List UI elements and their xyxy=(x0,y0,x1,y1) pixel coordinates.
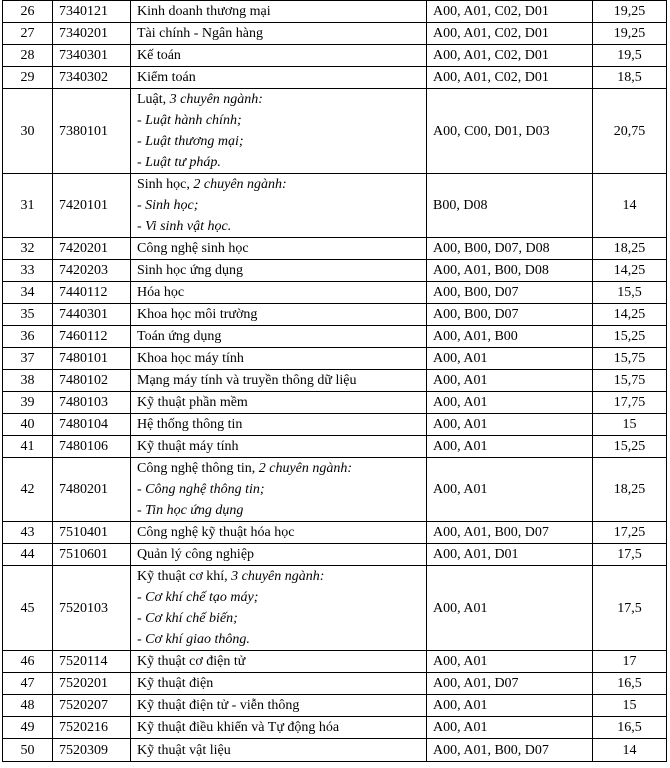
major-code-cell: 7440301 xyxy=(53,304,131,326)
benchmark-score-cell: 17,5 xyxy=(593,566,667,651)
row-number-cell: 48 xyxy=(3,695,53,717)
row-number-cell: 39 xyxy=(3,392,53,414)
table-row xyxy=(3,282,667,304)
row-number-cell: 47 xyxy=(3,673,53,695)
row-number-cell: 38 xyxy=(3,370,53,392)
major-code-cell: 7420203 xyxy=(53,260,131,282)
major-title xyxy=(137,566,420,587)
admissions-score-table xyxy=(2,0,667,762)
subject-combinations-cell: A00, A01 xyxy=(427,695,593,717)
subject-combinations-cell: A00, A01 xyxy=(427,458,593,522)
major-code-cell: 7340302 xyxy=(53,67,131,89)
major-name-cell: Mạng máy tính và truyền thông dữ liệu xyxy=(131,370,427,392)
benchmark-score-cell: 14,25 xyxy=(593,260,667,282)
major-name: Kỹ thuật cơ khí, xyxy=(137,569,228,584)
specialization-item: - Luật thương mại; xyxy=(137,134,244,149)
major-name-cell xyxy=(131,566,427,651)
major-name-cell: Khoa học môi trường xyxy=(131,304,427,326)
benchmark-score-cell: 18,5 xyxy=(593,67,667,89)
subject-combinations-cell: B00, D08 xyxy=(427,174,593,238)
table-row xyxy=(3,695,667,717)
subject-combinations-cell: A00, B00, D07, D08 xyxy=(427,238,593,260)
table-row xyxy=(3,522,667,544)
row-number-cell: 28 xyxy=(3,45,53,67)
benchmark-score-cell: 18,25 xyxy=(593,238,667,260)
benchmark-score-cell: 19,25 xyxy=(593,23,667,45)
major-name-cell: Kỹ thuật vật liệu xyxy=(131,739,427,762)
table-row xyxy=(3,1,667,23)
benchmark-score-cell: 15,75 xyxy=(593,348,667,370)
row-number-cell: 41 xyxy=(3,436,53,458)
table-row xyxy=(3,739,667,762)
major-name-cell: Quản lý công nghiệp xyxy=(131,544,427,566)
major-name-cell: Tài chính - Ngân hàng xyxy=(131,23,427,45)
subject-combinations-cell: A00, A01, B00, D07 xyxy=(427,739,593,762)
benchmark-score-cell: 17,75 xyxy=(593,392,667,414)
specialization-count-note: 3 chuyên ngành: xyxy=(166,92,263,107)
row-number-cell: 45 xyxy=(3,566,53,651)
benchmark-score-cell: 15,5 xyxy=(593,282,667,304)
benchmark-score-cell: 16,5 xyxy=(593,673,667,695)
specialization-count-note: 3 chuyên ngành: xyxy=(227,569,325,584)
table-row xyxy=(3,326,667,348)
major-code-cell: 7380101 xyxy=(53,89,131,174)
major-code-cell: 7340301 xyxy=(53,45,131,67)
subject-combinations-cell: A00, A01, C02, D01 xyxy=(427,23,593,45)
major-code-cell: 7420101 xyxy=(53,174,131,238)
major-code-cell: 7520309 xyxy=(53,739,131,762)
specialization-item: - Cơ khí chế tạo máy; xyxy=(137,590,259,605)
benchmark-score-cell: 15,25 xyxy=(593,326,667,348)
row-number-cell: 49 xyxy=(3,717,53,739)
benchmark-score-cell: 17,25 xyxy=(593,522,667,544)
specialization-item: - Vi sinh vật học. xyxy=(137,219,232,234)
table-row xyxy=(3,392,667,414)
row-number-cell: 44 xyxy=(3,544,53,566)
major-code-cell: 7480201 xyxy=(53,458,131,522)
major-code-cell: 7460112 xyxy=(53,326,131,348)
major-code-cell: 7480103 xyxy=(53,392,131,414)
row-number-cell: 27 xyxy=(3,23,53,45)
table-row xyxy=(3,458,667,522)
major-name-cell xyxy=(131,89,427,174)
subject-combinations-cell: A00, A01, B00, D07 xyxy=(427,522,593,544)
row-number-cell: 35 xyxy=(3,304,53,326)
major-code-cell: 7520114 xyxy=(53,651,131,673)
row-number-cell: 46 xyxy=(3,651,53,673)
row-number-cell: 42 xyxy=(3,458,53,522)
subject-combinations-cell: A00, A01 xyxy=(427,566,593,651)
major-name: Luật, xyxy=(137,92,167,107)
major-name-cell: Kiểm toán xyxy=(131,67,427,89)
major-name-cell: Công nghệ kỹ thuật hóa học xyxy=(131,522,427,544)
subject-combinations-cell: A00, A01, C02, D01 xyxy=(427,45,593,67)
row-number-cell: 32 xyxy=(3,238,53,260)
row-number-cell: 30 xyxy=(3,89,53,174)
row-number-cell: 40 xyxy=(3,414,53,436)
benchmark-score-cell: 15,25 xyxy=(593,436,667,458)
specialization-item: - Cơ khí chế biến; xyxy=(137,611,238,626)
row-number-cell: 29 xyxy=(3,67,53,89)
major-code-cell: 7520216 xyxy=(53,717,131,739)
subject-combinations-cell: A00, C00, D01, D03 xyxy=(427,89,593,174)
major-name: Công nghệ thông tin, xyxy=(137,461,256,476)
subject-combinations-cell: A00, A01, C02, D01 xyxy=(427,1,593,23)
major-code-cell: 7520207 xyxy=(53,695,131,717)
major-title xyxy=(137,89,420,110)
row-number-cell: 34 xyxy=(3,282,53,304)
major-code-cell: 7340121 xyxy=(53,1,131,23)
major-name-cell: Hóa học xyxy=(131,282,427,304)
subject-combinations-cell: A00, A01, C02, D01 xyxy=(427,67,593,89)
benchmark-score-cell: 17 xyxy=(593,651,667,673)
major-code-cell: 7340201 xyxy=(53,23,131,45)
specialization-count-note: 2 chuyên ngành: xyxy=(189,177,287,192)
subject-combinations-cell: A00, B00, D07 xyxy=(427,304,593,326)
specialization-item: - Sinh học; xyxy=(137,198,199,213)
subject-combinations-cell: A00, A01, B00, D08 xyxy=(427,260,593,282)
major-name-cell: Kỹ thuật điện xyxy=(131,673,427,695)
subject-combinations-cell: A00, A01 xyxy=(427,392,593,414)
major-code-cell: 7480106 xyxy=(53,436,131,458)
table-row xyxy=(3,67,667,89)
major-title xyxy=(137,458,420,479)
major-name-cell: Kỹ thuật điện tử - viễn thông xyxy=(131,695,427,717)
table-row xyxy=(3,673,667,695)
major-name-cell: Kế toán xyxy=(131,45,427,67)
benchmark-score-cell: 15,75 xyxy=(593,370,667,392)
major-name-cell: Kỹ thuật máy tính xyxy=(131,436,427,458)
major-name-cell: Công nghệ sinh học xyxy=(131,238,427,260)
table-row xyxy=(3,414,667,436)
major-name-cell: Khoa học máy tính xyxy=(131,348,427,370)
subject-combinations-cell: A00, A01 xyxy=(427,651,593,673)
benchmark-score-cell: 14,25 xyxy=(593,304,667,326)
table-row xyxy=(3,566,667,651)
benchmark-score-cell: 17,5 xyxy=(593,544,667,566)
benchmark-score-cell: 20,75 xyxy=(593,89,667,174)
specialization-item: - Luật hành chính; xyxy=(137,113,242,128)
specialization-count-note: 2 chuyên ngành: xyxy=(255,461,353,476)
table-row xyxy=(3,260,667,282)
major-code-cell: 7480104 xyxy=(53,414,131,436)
subject-combinations-cell: A00, B00, D07 xyxy=(427,282,593,304)
specialization-item: - Công nghệ thông tin; xyxy=(137,482,265,497)
table-row xyxy=(3,717,667,739)
table-row xyxy=(3,370,667,392)
benchmark-score-cell: 18,25 xyxy=(593,458,667,522)
major-code-cell: 7480101 xyxy=(53,348,131,370)
major-title xyxy=(137,174,420,195)
major-name-cell: Kỹ thuật phần mềm xyxy=(131,392,427,414)
table-row xyxy=(3,304,667,326)
specialization-item: - Luật tư pháp. xyxy=(137,155,221,170)
subject-combinations-cell: A00, A01 xyxy=(427,414,593,436)
row-number-cell: 50 xyxy=(3,739,53,762)
subject-combinations-cell: A00, A01 xyxy=(427,436,593,458)
table-row xyxy=(3,23,667,45)
major-name-cell: Sinh học ứng dụng xyxy=(131,260,427,282)
benchmark-score-cell: 15 xyxy=(593,695,667,717)
subject-combinations-cell: A00, A01, D01 xyxy=(427,544,593,566)
major-code-cell: 7440112 xyxy=(53,282,131,304)
subject-combinations-cell: A00, A01 xyxy=(427,348,593,370)
row-number-cell: 31 xyxy=(3,174,53,238)
major-name-cell: Kỹ thuật cơ điện tử xyxy=(131,651,427,673)
row-number-cell: 37 xyxy=(3,348,53,370)
subject-combinations-cell: A00, A01 xyxy=(427,717,593,739)
major-name-cell: Hệ thống thông tin xyxy=(131,414,427,436)
subject-combinations-cell: A00, A01, D07 xyxy=(427,673,593,695)
table-row xyxy=(3,238,667,260)
table-row xyxy=(3,651,667,673)
table-row xyxy=(3,89,667,174)
table-row xyxy=(3,348,667,370)
benchmark-score-cell: 19,5 xyxy=(593,45,667,67)
major-name-cell xyxy=(131,458,427,522)
major-name: Sinh học, xyxy=(137,177,190,192)
table-row xyxy=(3,544,667,566)
major-name-cell xyxy=(131,174,427,238)
table-body xyxy=(3,1,667,762)
major-code-cell: 7520201 xyxy=(53,673,131,695)
major-code-cell: 7420201 xyxy=(53,238,131,260)
table-row xyxy=(3,174,667,238)
table-row xyxy=(3,436,667,458)
major-name-cell: Toán ứng dụng xyxy=(131,326,427,348)
benchmark-score-cell: 15 xyxy=(593,414,667,436)
major-code-cell: 7510601 xyxy=(53,544,131,566)
benchmark-score-cell: 14 xyxy=(593,739,667,762)
major-code-cell: 7510401 xyxy=(53,522,131,544)
benchmark-score-cell: 19,25 xyxy=(593,1,667,23)
table-row xyxy=(3,45,667,67)
row-number-cell: 33 xyxy=(3,260,53,282)
benchmark-score-cell: 14 xyxy=(593,174,667,238)
major-code-cell: 7520103 xyxy=(53,566,131,651)
major-code-cell: 7480102 xyxy=(53,370,131,392)
major-name-cell: Kỹ thuật điều khiển và Tự động hóa xyxy=(131,717,427,739)
benchmark-score-cell: 16,5 xyxy=(593,717,667,739)
row-number-cell: 36 xyxy=(3,326,53,348)
row-number-cell: 26 xyxy=(3,1,53,23)
row-number-cell: 43 xyxy=(3,522,53,544)
specialization-item: - Tin học ứng dụng xyxy=(137,503,244,518)
subject-combinations-cell: A00, A01, B00 xyxy=(427,326,593,348)
major-name-cell: Kinh doanh thương mại xyxy=(131,1,427,23)
specialization-item: - Cơ khí giao thông. xyxy=(137,632,250,647)
subject-combinations-cell: A00, A01 xyxy=(427,370,593,392)
